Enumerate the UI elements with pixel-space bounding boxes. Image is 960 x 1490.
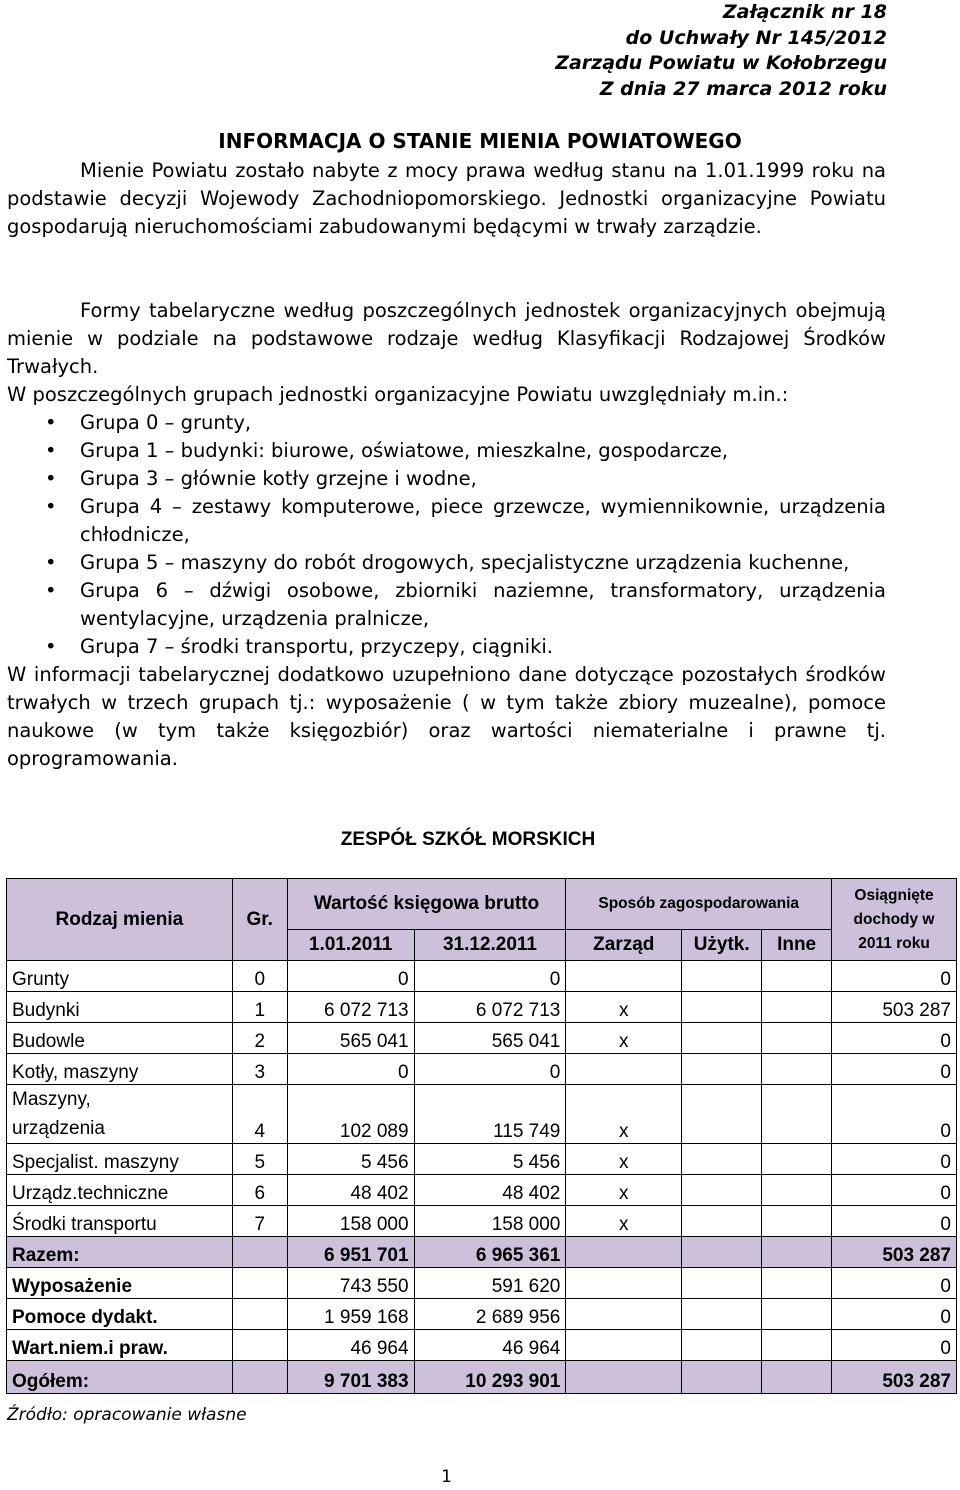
table-row: Kotły, maszyny 3 0 0 0 bbox=[7, 1054, 957, 1085]
section-title: ZESPÓŁ SZKÓŁ MORSKICH bbox=[340, 829, 596, 850]
intro-paragraph bbox=[7, 157, 886, 241]
table-row: Urządz.techniczne 6 48 402 48 402 x 0 bbox=[7, 1175, 957, 1206]
subtotal-row: Razem: 6 951 701 6 965 361 503 287 bbox=[7, 1237, 957, 1268]
list-item: • Grupa 7 – środki transportu, przyczepy, ciągniki. bbox=[7, 633, 886, 661]
table-row: Wart.niem.i praw. 46 964 46 964 0 bbox=[7, 1330, 957, 1361]
assets-table bbox=[6, 878, 957, 1394]
col-header-uzytk: Użytk. bbox=[682, 930, 762, 961]
list-item: • Grupa 1 – budynki: biurowe, oświatowe, mieszkalne, gospodarcze, bbox=[7, 437, 886, 465]
closing-paragraph: W informacji tabelarycznej dodatkowo uzupełniono dane dotyczące pozostałych środków trwałych w trzech grupach tj.: wyposażenie ( w tym także zbiory muzealne), pomoce naukowe (w tym także księgozbiór) oraz wartości niematerialne i prawne tj. oprogramowania. bbox=[7, 663, 886, 770]
col-header-kind: Rodzaj mienia bbox=[7, 879, 233, 961]
bullet-icon: • bbox=[45, 439, 57, 462]
table-header-row bbox=[7, 879, 957, 930]
bullet-icon: • bbox=[45, 467, 57, 490]
list-item: • Grupa 3 – głównie kotły grzejne i wodne, bbox=[7, 465, 886, 493]
table-row: Budynki 1 6 072 713 6 072 713 x 503 287 bbox=[7, 992, 957, 1023]
groups-list bbox=[7, 409, 886, 661]
table-row: Pomoce dydakt. 1 959 168 2 689 956 0 bbox=[7, 1299, 957, 1330]
col-header-group: Gr. bbox=[232, 879, 287, 961]
attachment-header bbox=[555, 0, 887, 102]
groups-intro: W poszczególnych grupach jednostki organizacyjne Powiatu uwzględniały m.in.: bbox=[7, 383, 789, 406]
table-row: Grunty 0 0 0 0 bbox=[7, 961, 957, 992]
table-row: Wyposażenie 743 550 591 620 0 bbox=[7, 1268, 957, 1299]
col-header-usage: Sposób zagospodarowania bbox=[566, 879, 832, 930]
list-item: • Grupa 5 – maszyny do robót drogowych, specjalistyczne urządzenia kuchenne, bbox=[7, 549, 886, 577]
intro-first-sentence: Mienie Powiatu zostało nabyte z mocy prawa według stanu na 1.01.1999 roku na podstawie decyzji Wojewody Zachodniopomorskiego. bbox=[7, 159, 886, 210]
header-line-3: Zarządu Powiatu w Kołobrzegu bbox=[555, 52, 887, 74]
bullet-icon: • bbox=[45, 579, 57, 602]
header-line-4: Z dnia 27 marca 2012 roku bbox=[599, 77, 887, 100]
page-number: 1 bbox=[441, 1467, 452, 1487]
col-header-date-end: 31.12.2011 bbox=[414, 930, 566, 961]
table-row: Środki transportu 7 158 000 158 000 x 0 bbox=[7, 1206, 957, 1237]
bullet-icon: • bbox=[45, 551, 57, 574]
groups-section bbox=[7, 297, 886, 773]
source-note: Źródło: opracowanie własne bbox=[7, 1405, 247, 1425]
grand-total-row: Ogółem: 9 701 383 10 293 901 503 287 bbox=[7, 1361, 957, 1394]
table-row: Specjalist. maszyny 5 5 456 5 456 x 0 bbox=[7, 1144, 957, 1175]
forms-paragraph: Formy tabelaryczne według poszczególnych jednostek organizacyjnych obejmują mienie w podziale na podstawowe rodzaje według Klasyfikacji Rodzajowej Środków Trwałych. bbox=[7, 299, 886, 378]
document-title: INFORMACJA O STANIE MIENIA POWIATOWEGO bbox=[218, 129, 742, 153]
table-row: Maszyny, urządzenia 4 102 089 115 749 x 0 bbox=[7, 1085, 957, 1144]
list-item: • Grupa 0 – grunty, bbox=[7, 409, 886, 437]
col-header-income: Osiągnięte dochody w 2011 roku bbox=[832, 879, 957, 961]
table-row: Budowle 2 565 041 565 041 x 0 bbox=[7, 1023, 957, 1054]
bullet-icon: • bbox=[45, 411, 57, 434]
header-line-2: do Uchwały Nr 145/2012 bbox=[625, 26, 887, 49]
bullet-icon: • bbox=[45, 495, 57, 518]
list-item: • Grupa 6 – dźwigi osobowe, zbiorniki naziemne, transformatory, urządzenia wentylacyjne, urządzenia pralnicze, bbox=[45, 579, 886, 630]
col-header-zarzad: Zarząd bbox=[566, 930, 682, 961]
header-line-1: Załącznik nr 18 bbox=[722, 1, 887, 23]
list-item: • Grupa 4 – zestawy komputerowe, piece grzewcze, wymiennikownie, urządzenia chłodnicze, bbox=[45, 495, 886, 546]
bullet-icon: • bbox=[45, 635, 57, 658]
col-header-book-value: Wartość księgowa brutto bbox=[287, 879, 566, 930]
intro-rest: Jednostki organizacyjne Powiatu gospodarują nieruchomościami zabudowanymi będącymi w trwały zarządzie. bbox=[7, 187, 887, 238]
col-header-inne: Inne bbox=[762, 930, 832, 961]
col-header-date-start: 1.01.2011 bbox=[287, 930, 414, 961]
